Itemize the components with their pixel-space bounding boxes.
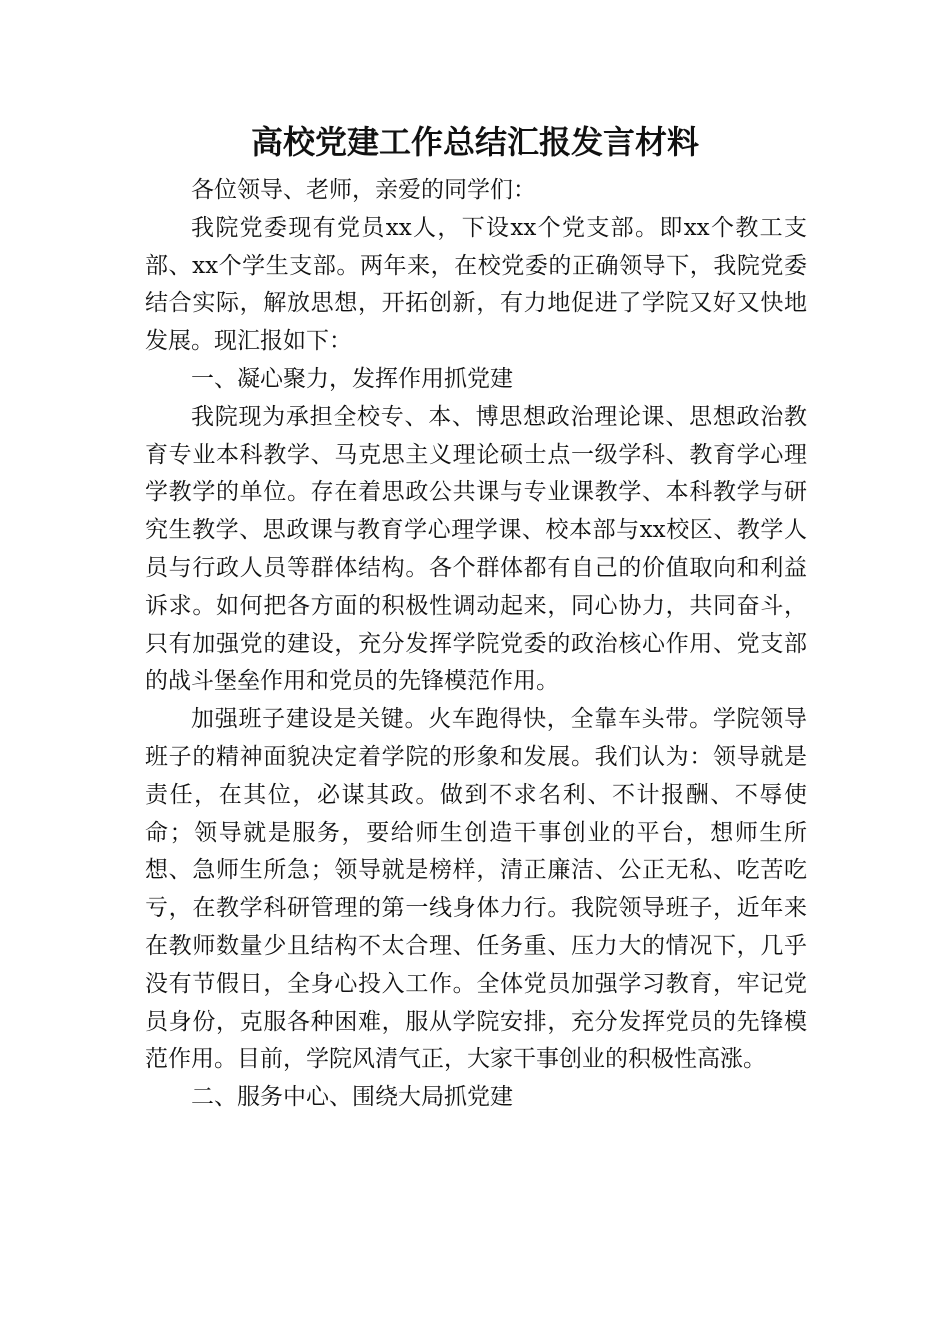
document-title: 高校党建工作总结汇报发言材料 (250, 123, 699, 161)
body-paragraph: 加强班子建设是关键。火车跑得快，全靠车头带。学院领导班子的精神面貌决定着学院的形象和发展。我们认为：领导就是责任，在其位，必谋其政。做到不求名利、不计报酬、不辱使命；领导就是服务，要给师生创造干事创业的平台，想师生所想、急师生所急；领导就是榜样，清正廉洁、公正无私、吃苦吃亏，在教学科研管理的第一线身体力行。我院领导班子，近年来在教师数量少且结构不太合理、任务重、压力大的情况下，几乎没有节假日，全身心投入工作。全体党员加强学习教育，牢记党员身份，克服各种困难，服从学院安排，充分发挥党员的先锋模范作用。目前，学院风清气正，大家干事创业的积极性高涨。 (145, 706, 807, 1073)
salutation-paragraph: 各位领导、老师，亲爱的同学们： (191, 177, 536, 203)
body-paragraph: 我院现为承担全校专、本、博思想政治理论课、思想政治教育专业本科教学、马克思主义理论硕士点一级学科、教育学心理学教学的单位。存在着思政公共课与专业课教学、本科教学与研究生教学、思政课与教育学心理学课、校本部与xx校区、教学人员与行政人员等群体结构。各个群体都有自己的价值取向和利益诉求。如何把各方面的积极性调动起来，同心协力，共同奋斗，只有加强党的建设，充分发挥学院党委的政治核心作用、党支部的战斗堡垒作用和党员的先锋模范作用。 (145, 403, 807, 695)
intro-paragraph: 我院党委现有党员xx人，下设xx个党支部。即xx个教工支部、xx个学生支部。两年来，在校党委的正确领导下，我院党委结合实际，解放思想，开拓创新，有力地促进了学院又好又快地发展。现汇报如下： (145, 214, 807, 355)
section-heading-2: 二、服务中心、围绕大局抓党建 (191, 1084, 513, 1111)
document-body (145, 172, 807, 1117)
section-heading-1: 一、凝心聚力，发挥作用抓党建 (191, 365, 513, 392)
